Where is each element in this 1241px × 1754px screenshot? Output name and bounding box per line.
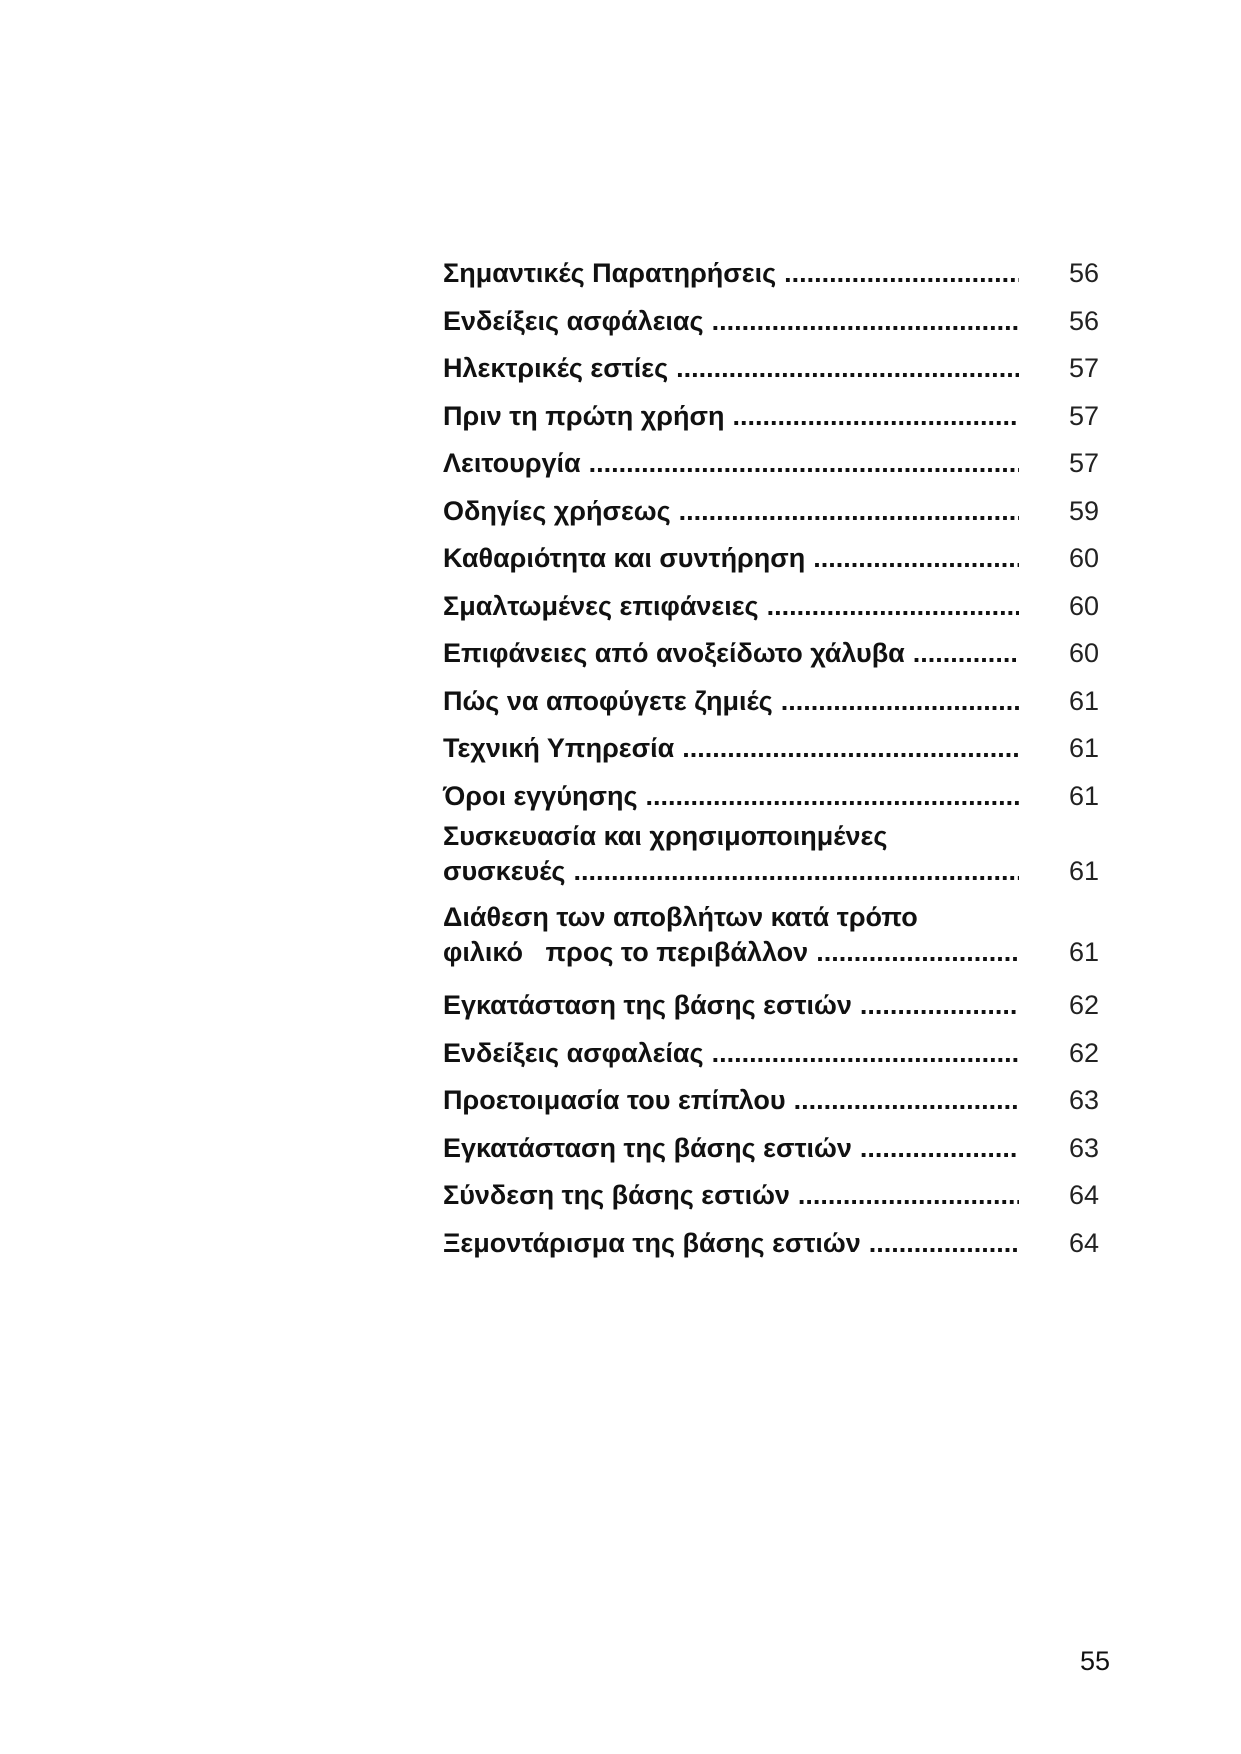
toc-entry-title: Σημαντικές Παρατηρήσεις [443, 258, 777, 288]
toc-entry-title: Όροι εγγύησης [443, 780, 638, 811]
dot-leader [813, 535, 1019, 583]
toc-entry-page: 61 [1068, 780, 1099, 811]
toc-entry[interactable] [443, 535, 1099, 583]
toc-entry-page: 64 [1068, 1227, 1099, 1258]
dot-leader [679, 488, 1019, 536]
dot-leader [913, 630, 1019, 678]
dot-leader [794, 1077, 1019, 1125]
toc-entry-page: 60 [1068, 638, 1099, 668]
toc-entry[interactable] [443, 901, 1099, 982]
dot-leader [860, 982, 1019, 1030]
toc-entry-page: 64 [1068, 1180, 1099, 1210]
dot-leader [682, 725, 1019, 773]
dot-leader [712, 1030, 1019, 1078]
dot-leader [712, 298, 1019, 346]
toc-entry-title: Πώς να αποφύγετε ζημιές [443, 685, 773, 716]
toc-entry[interactable] [443, 725, 1099, 773]
dot-leader [767, 583, 1019, 631]
toc-entry-title-line2: φιλικό προς το περιβάλλον [443, 937, 809, 967]
toc-entry-title: Πριν τη πρώτη χρήση [443, 400, 725, 431]
toc-entry-page: 63 [1068, 1085, 1099, 1115]
toc-entry[interactable] [443, 678, 1099, 726]
toc-entry-page: 57 [1068, 353, 1099, 383]
dot-leader [781, 678, 1019, 726]
toc-entry-title: Εγκατάσταση της βάσης εστιών [443, 990, 852, 1020]
toc-entry-page: 62 [1068, 1037, 1099, 1068]
toc-entry-title: Ξεμοντάρισμα της βάσης εστιών [443, 1227, 861, 1258]
toc-entry-page: 61 [1068, 937, 1099, 967]
toc-entry[interactable] [443, 1030, 1099, 1078]
toc-entry-page: 59 [1068, 495, 1099, 526]
toc-entry[interactable] [443, 820, 1099, 901]
dot-leader [573, 853, 1019, 889]
toc-entry-title-line2: συσκευές [443, 856, 566, 886]
toc-entry-title-line1: Διάθεση των αποβλήτων κατά τρόπο [443, 902, 918, 932]
toc-entry-title: Προετοιμασία του επίπλου [443, 1085, 786, 1115]
dot-leader [784, 250, 1019, 298]
toc-entry-title: Τεχνική Υπηρεσία [443, 733, 675, 763]
toc-entry-page: 61 [1068, 733, 1099, 763]
toc-entry-title: Καθαριότητα και συντήρηση [443, 543, 806, 573]
toc-entry-page: 60 [1068, 590, 1099, 621]
toc-entry-page: 61 [1068, 685, 1099, 716]
dot-leader [860, 1125, 1019, 1173]
toc-entry[interactable] [443, 982, 1099, 1030]
dot-leader [676, 345, 1019, 393]
toc-entry-title: Εγκατάσταση της βάσης εστιών [443, 1132, 852, 1163]
dot-leader [589, 440, 1019, 488]
toc-entry[interactable] [443, 488, 1099, 536]
toc-entry-title: Λειτουργία [443, 448, 581, 478]
dot-leader [869, 1220, 1019, 1268]
toc-entry[interactable] [443, 1172, 1099, 1220]
toc-entry-page: 57 [1068, 448, 1099, 478]
toc-entry-title-line1: Συσκευασία και χρησιμοποιημένες [443, 821, 888, 851]
toc-entry[interactable] [443, 630, 1099, 678]
toc-entry[interactable] [443, 440, 1099, 488]
table-of-contents [443, 250, 1099, 1267]
dot-leader [646, 773, 1019, 821]
toc-entry-page: 63 [1068, 1132, 1099, 1163]
toc-entry[interactable] [443, 393, 1099, 441]
toc-entry-page: 61 [1068, 856, 1099, 886]
toc-entry-title: Ενδείξεις ασφάλειας [443, 305, 704, 336]
toc-entry[interactable] [443, 583, 1099, 631]
toc-entry-title: Οδηγίες χρήσεως [443, 495, 671, 526]
dot-leader [816, 934, 1019, 970]
toc-entry-page: 60 [1068, 543, 1099, 573]
toc-entry-page: 56 [1068, 305, 1099, 336]
toc-entry-title: Ενδείξεις ασφαλείας [443, 1037, 704, 1068]
page-number: 55 [1080, 1646, 1111, 1676]
toc-entry[interactable] [443, 1077, 1099, 1125]
toc-entry-title: Σμαλτωμένες επιφάνειες [443, 590, 759, 621]
toc-entry[interactable] [443, 250, 1099, 298]
toc-entry-page: 57 [1068, 400, 1099, 431]
toc-entry[interactable] [443, 1220, 1099, 1268]
toc-entry-page: 56 [1068, 258, 1099, 288]
toc-entry[interactable] [443, 298, 1099, 346]
toc-entry-page: 62 [1068, 990, 1099, 1020]
toc-entry[interactable] [443, 1125, 1099, 1173]
toc-entry[interactable] [443, 345, 1099, 393]
dot-leader [798, 1172, 1019, 1220]
toc-entry-title: Σύνδεση της βάσης εστιών [443, 1180, 790, 1210]
toc-entry-title: Ηλεκτρικές εστίες [443, 353, 669, 383]
toc-entry[interactable] [443, 773, 1099, 821]
toc-entry-title: Επιφάνειες από ανοξείδωτο χάλυβα [443, 638, 905, 668]
dot-leader [732, 393, 1019, 441]
